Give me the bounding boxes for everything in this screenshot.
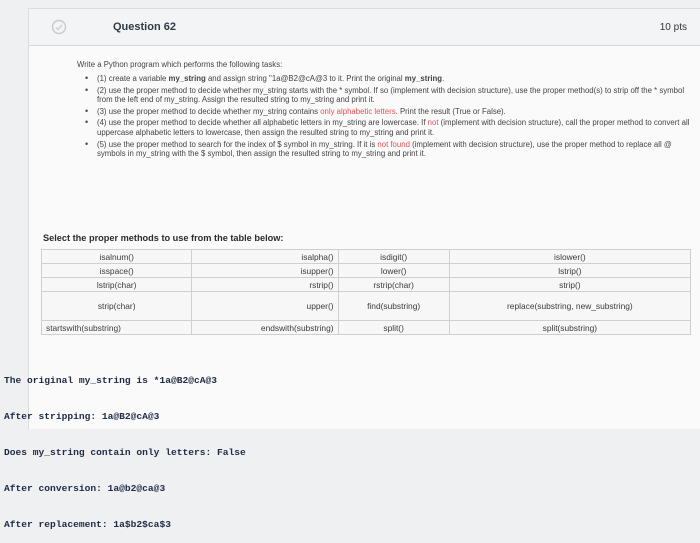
- task-5-text-a: (5) use the proper method to search for the index of $ symbol in my_string. If it is: [97, 139, 378, 149]
- table-cell: strip(): [449, 278, 690, 292]
- table-cell: lstrip(): [449, 264, 690, 278]
- task-4-text-a: (4) use the proper method to decide whether all alphabetic letters in my_string are lowercase. If: [97, 118, 428, 128]
- output-line: After conversion: 1a@b2@ca@3: [4, 483, 166, 494]
- table-cell: split(substring): [449, 321, 690, 335]
- task-item-4: [85, 118, 697, 137]
- methods-table: [41, 249, 691, 335]
- task-item-3: [85, 107, 697, 117]
- task-5-highlight: not found: [377, 139, 410, 149]
- table-cell: lstrip(char): [42, 278, 192, 292]
- output-line: Does my_string contain only letters: False: [4, 447, 246, 458]
- table-cell: isdigit(): [338, 250, 449, 264]
- bullet: •: [85, 117, 89, 128]
- question-header: [29, 9, 700, 46]
- table-cell: isupper(): [192, 264, 338, 278]
- task-5-text-b: (implement with decision structure), use the proper method to replace all @ symbols in my_string with the $ symbol, then assign the resulted string to my_string and print it.: [97, 139, 672, 159]
- task-list: [85, 74, 697, 161]
- table-cell: islower(): [449, 250, 690, 264]
- output-line: After replacement: 1a$b2$ca$3: [4, 519, 171, 530]
- table-cell: lower(): [338, 264, 449, 278]
- table-row: [42, 250, 691, 264]
- table-cell: endswith(substring): [192, 321, 338, 335]
- question-points: 10 pts: [659, 22, 687, 33]
- task-1-text-c: .: [442, 74, 445, 83]
- task-2-text: (2) use the proper method to decide whether my_string starts with the * symbol. If so (implement with decision structure), use the proper method(s) to strip off the * symbol from the left end of my_string. Assign the resulted string to my_string and print it.: [97, 85, 685, 105]
- select-methods-heading: Select the proper methods to use from the table below:: [43, 233, 284, 243]
- table-cell: find(substring): [338, 292, 449, 321]
- table-row: [42, 264, 691, 278]
- table-cell: rstrip(): [192, 278, 338, 292]
- task-1-var: my_string: [168, 74, 206, 83]
- task-item-5: [85, 140, 697, 159]
- task-1-text-b: and assign string "1a@B2@cA@3 to it. Print the original: [205, 74, 405, 83]
- bullet: •: [85, 73, 89, 83]
- table-row: [42, 321, 691, 335]
- task-item-1: [85, 74, 697, 84]
- table-cell: strip(char): [42, 292, 192, 321]
- task-4-text-b: (implement with decision structure), call the proper method to convert all uppercase alphabetic letters to lowercase, then assign the resulted string to my_string and print it.: [97, 118, 690, 137]
- table-cell: isalnum(): [42, 250, 192, 264]
- output-line: After stripping: 1a@B2@cA@3: [4, 411, 160, 422]
- task-4-highlight: not: [427, 118, 439, 128]
- question-title: Question 62: [113, 21, 176, 33]
- bullet: •: [85, 84, 89, 95]
- table-cell: rstrip(char): [338, 278, 449, 292]
- task-1-text-a: (1) create a variable: [97, 74, 169, 83]
- task-3-text-a: (3) use the proper method to decide whether my_string contains: [97, 106, 321, 116]
- table-cell: split(): [338, 321, 449, 335]
- table-row: [42, 292, 691, 321]
- table-row: [42, 278, 691, 292]
- table-cell: replace(substring, new_substring): [449, 292, 690, 321]
- task-intro: Write a Python program which performs the following tasks:: [77, 60, 283, 69]
- bullet: •: [85, 138, 89, 149]
- table-cell: isalpha(): [192, 250, 338, 264]
- task-3-highlight: only alphabetic letters: [320, 106, 396, 116]
- table-cell: isspace(): [42, 264, 192, 278]
- task-item-2: [85, 86, 697, 105]
- table-cell: upper(): [192, 292, 338, 321]
- task-3-text-b: . Print the result (True or False).: [395, 106, 506, 116]
- table-cell: startswith(substring): [42, 321, 192, 335]
- question-status-icon: [51, 19, 67, 35]
- output-line: The original my_string is *1a@B2@cA@3: [4, 375, 218, 386]
- program-output: [4, 351, 246, 543]
- bullet: •: [85, 105, 89, 116]
- task-1-var-2: my_string: [404, 74, 443, 83]
